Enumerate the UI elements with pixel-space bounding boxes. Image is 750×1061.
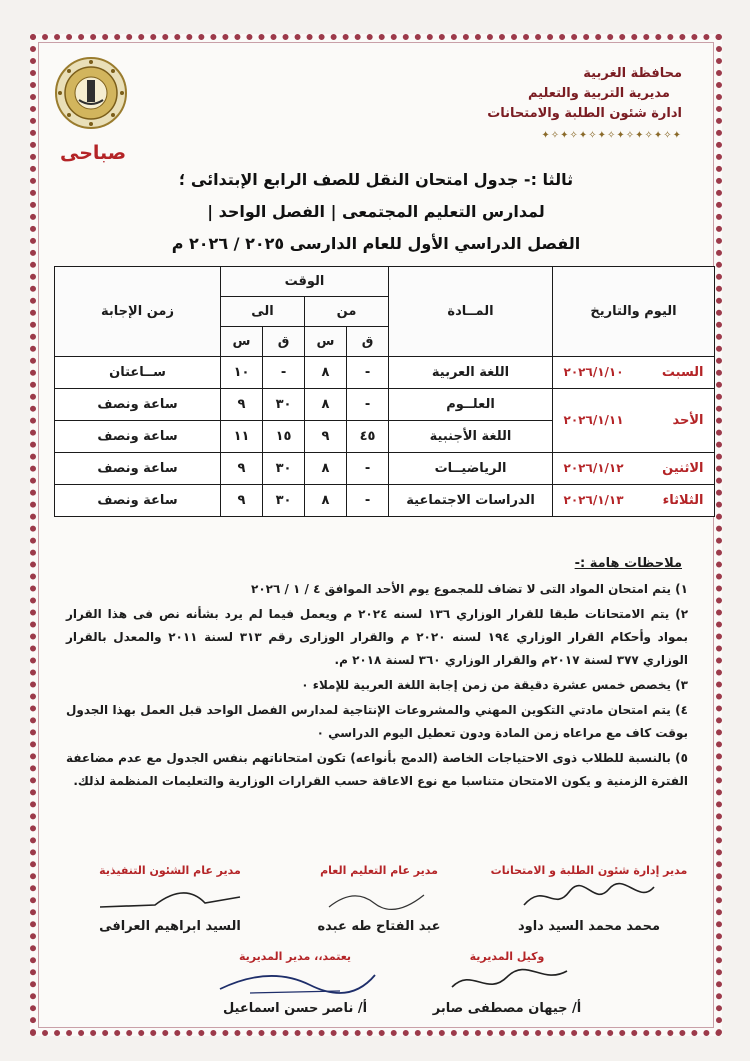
note-item: ١) يتم امتحان المواد التى لا تضاف للمجموع يوم الأحد الموافق ٤ / ١ / ٢٠٢٦: [251, 582, 688, 596]
shift-label: صباحى: [60, 142, 127, 164]
table-row: [55, 389, 715, 421]
duration-cell: ساعة ونصف: [55, 389, 221, 421]
to-min-cell: ٣٠: [263, 485, 305, 517]
to-hour-cell: ٩: [221, 485, 263, 517]
subject-cell: اللغة العربية: [389, 357, 553, 389]
title-line-2: لمدارس التعليم المجتمعى | الفصل الواحد |: [207, 202, 545, 221]
subject-cell: الرياضيــات: [389, 453, 553, 485]
table-row: [55, 453, 715, 485]
table-row: [55, 485, 715, 517]
date: ٢٠٢٦/١/١٣: [563, 493, 624, 507]
from-hour-cell: ٨: [305, 389, 347, 421]
header-from-min: ق: [347, 327, 389, 357]
header-day-date: اليوم والتاريخ: [553, 267, 715, 357]
notes-list: [66, 578, 688, 795]
signature-block: [284, 864, 474, 934]
exam-schedule-table: [54, 266, 715, 517]
note-item: ٥) بالنسبة للطلاب ذوى الاحتياجات الخاصة (الدمج بأنواعه) تكون امتحاناتهم بنفس الجدول مع عدم مضاعفة الفترة الزمنية و يكون الامتحان متناسبا مع نوع الاعاقة حسب القرارات الوزارية والتعليمات المنظمة لذلك.: [66, 751, 688, 788]
signature-block: [402, 950, 612, 1016]
signature-role: مدير إدارة شئون الطلبة و الامتحانات: [490, 864, 688, 877]
table-row: [55, 357, 715, 389]
handwritten-signature: [514, 877, 664, 917]
date: ٢٠٢٦/١/١٠: [563, 365, 624, 379]
to-hour-cell: ١١: [221, 421, 263, 453]
note-item: ٤) يتم امتحان مادتي التكوين المهني والمشروعات الإنتاجية لمدارس الفصل الواحد قبل العمل بهذا الجدول بوقت كاف مع مراعاه زمن المادة ودون تعطيل اليوم الدراسي ٠: [66, 703, 688, 740]
from-min-cell: -: [347, 453, 389, 485]
signature-role: يعتمد،، مدير المديرية: [238, 950, 352, 963]
from-hour-cell: ٨: [305, 485, 347, 517]
day-date-cell: [553, 453, 715, 485]
signature-name: عبد الفتاح طه عبده: [317, 919, 441, 934]
handwritten-signature: [210, 963, 380, 999]
from-min-cell: -: [347, 485, 389, 517]
to-hour-cell: ٩: [221, 389, 263, 421]
signature-block: [484, 864, 694, 934]
signature-role: مدير عام الشئون التنفيذية: [99, 864, 241, 877]
from-hour-cell: ٨: [305, 357, 347, 389]
header-to-min: ق: [263, 327, 305, 357]
header-from: من: [305, 297, 389, 327]
document-page: [30, 34, 722, 1036]
header-to-hour: س: [221, 327, 263, 357]
header-subject: المــادة: [389, 267, 553, 357]
governorate: محافظة الغربية: [583, 66, 682, 81]
subject-cell: الدراسات الاجتماعية: [389, 485, 553, 517]
signature-name: محمد محمد السيد داود: [517, 919, 661, 934]
signature-block: [180, 950, 410, 1016]
directorate: مديرية التربية والتعليم: [527, 86, 670, 101]
signature-name: أ/ ناصر حسن اسماعيل: [222, 1001, 368, 1016]
header-time: الوقت: [221, 267, 389, 297]
subject-cell: اللغة الأجنبية: [389, 421, 553, 453]
handwritten-signature: [314, 877, 444, 917]
from-hour-cell: ٨: [305, 453, 347, 485]
notes-title: ملاحظات هامة :-: [574, 556, 682, 571]
title-line-3: الفصل الدراسي الأول للعام الدارسى ٢٠٢٥ / ٢٠٢٦ م: [171, 234, 581, 253]
day: الثلاثاء: [662, 493, 704, 508]
letterhead: [487, 64, 682, 146]
signature-name: السيد ابراهيم العرافى: [99, 919, 241, 934]
subject-cell: العلــوم: [389, 389, 553, 421]
to-hour-cell: ١٠: [221, 357, 263, 389]
note-item: ٣) يخصص خمس عشرة دقيقة من زمن إجابة اللغة العربية للإملاء ٠: [301, 678, 688, 692]
date: ٢٠٢٦/١/١١: [563, 413, 624, 427]
to-min-cell: -: [263, 357, 305, 389]
day: الاثنين: [662, 461, 704, 476]
to-hour-cell: ٩: [221, 453, 263, 485]
day-date-cell: [553, 357, 715, 389]
header-to: الى: [221, 297, 305, 327]
signature-role: مدير عام التعليم العام: [320, 864, 438, 877]
day-date-cell: [553, 485, 715, 517]
signature-name: أ/ جيهان مصطفى صابر: [432, 1001, 582, 1016]
signature-block: [70, 864, 270, 934]
from-min-cell: ٤٥: [347, 421, 389, 453]
to-min-cell: ٣٠: [263, 453, 305, 485]
from-min-cell: -: [347, 389, 389, 421]
administration: ادارة شئون الطلبة والامتحانات: [487, 106, 682, 121]
header-duration: زمن الإجابة: [55, 267, 221, 357]
signature-role: وكيل المديرية: [469, 950, 545, 963]
ministry-emblem-icon: [54, 56, 128, 130]
note-item: ٢) يتم الامتحانات طبقا للقرار الوزاري ١٣٦ لسنه ٢٠٢٤ م ويعمل فيما لم يرد بشأنه نص فى هذا القرار بمواد وأحكام القرار الوزاري ١٩٤ لسنه ٢٠٢٠ م والقرار الوزارى رقم ٣١٣ لسنة ٢٠١١ والمعدل بالقرار الوزاري ٣٧٧ لسنة ٢٠١٧م والقرار الوزاري ٣٦٠ لسنة ٢٠١٨ م.: [66, 607, 689, 667]
header-from-hour: س: [305, 327, 347, 357]
to-min-cell: ٣٠: [263, 389, 305, 421]
date: ٢٠٢٦/١/١٢: [563, 461, 624, 475]
ornament-line: ✦✧✦✧✦✧✦✧✦✧✦✧✦✧✦: [541, 130, 682, 141]
duration-cell: ساعة ونصف: [55, 421, 221, 453]
from-hour-cell: ٩: [305, 421, 347, 453]
duration-cell: ساعة ونصف: [55, 485, 221, 517]
handwritten-signature: [432, 963, 582, 999]
duration-cell: ساعة ونصف: [55, 453, 221, 485]
from-min-cell: -: [347, 357, 389, 389]
to-min-cell: ١٥: [263, 421, 305, 453]
handwritten-signature: [95, 877, 245, 917]
day: السبت: [661, 365, 704, 380]
day: الأحد: [672, 413, 704, 428]
day-date-cell: [553, 389, 715, 453]
title-line-1: ثالثا :- جدول امتحان النقل للصف الرابع الإبتدائى ؛: [178, 170, 574, 189]
duration-cell: ســاعتان: [55, 357, 221, 389]
